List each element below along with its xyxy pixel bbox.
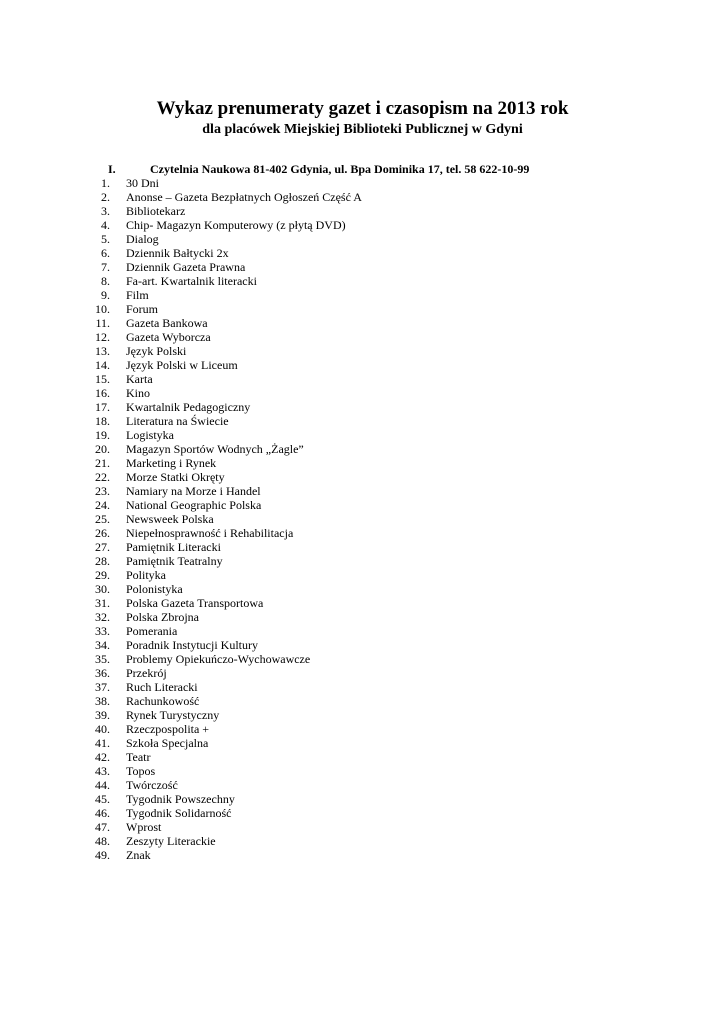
list-item-title: Dziennik Bałtycki 2x	[126, 246, 229, 260]
list-item-number: 26.	[95, 526, 110, 540]
list-item	[0, 204, 725, 218]
document-title: Wykaz prenumeraty gazet i czasopism na 2013 rok	[156, 98, 569, 119]
list-item	[0, 498, 725, 512]
list-item-number: 8.	[101, 274, 110, 288]
list-item	[0, 218, 725, 232]
list-item-title: Namiary na Morze i Handel	[126, 484, 261, 498]
list-item-title: Fa-art. Kwartalnik literacki	[126, 274, 257, 288]
list-item	[0, 820, 725, 834]
list-item-number: 19.	[95, 428, 110, 442]
list-item	[0, 428, 725, 442]
list-item-title: Szkoła Specjalna	[126, 736, 209, 750]
list-item-title: National Geographic Polska	[126, 498, 262, 512]
list-item	[0, 764, 725, 778]
list-item	[0, 288, 725, 302]
list-item-number: 33.	[95, 624, 110, 638]
list-item-title: Polska Zbrojna	[126, 610, 199, 624]
list-item-number: 11.	[95, 316, 110, 330]
list-item-number: 5.	[101, 232, 110, 246]
list-item-title: Bibliotekarz	[126, 204, 186, 218]
list-item-number: 43.	[95, 764, 110, 778]
list-item-number: 35.	[95, 652, 110, 666]
list-item	[0, 708, 725, 722]
list-item-title: Problemy Opiekuńczo-Wychowawcze	[126, 652, 311, 666]
list-item-number: 2.	[101, 190, 110, 204]
list-item	[0, 442, 725, 456]
list-item	[0, 344, 725, 358]
list-item	[0, 372, 725, 386]
list-item	[0, 330, 725, 344]
list-item-title: Twórczość	[126, 778, 178, 792]
list-item	[0, 680, 725, 694]
list-item-title: Kwartalnik Pedagogiczny	[126, 400, 251, 414]
list-item	[0, 582, 725, 596]
list-item-number: 39.	[95, 708, 110, 722]
document-subtitle: dla placówek Miejskiej Biblioteki Publicznej w Gdyni	[202, 122, 523, 137]
list-item-number: 45.	[95, 792, 110, 806]
list-item-title: Dialog	[126, 232, 159, 246]
list-item	[0, 834, 725, 848]
list-item-title: Anonse – Gazeta Bezpłatnych Ogłoszeń Część A	[126, 190, 362, 204]
list-item-title: Język Polski w Liceum	[126, 358, 238, 372]
list-item-title: Magazyn Sportów Wodnych „Żagle”	[126, 442, 304, 456]
list-item-number: 18.	[95, 414, 110, 428]
list-item-number: 16.	[95, 386, 110, 400]
list-item	[0, 274, 725, 288]
list-item	[0, 652, 725, 666]
list-item-number: 37.	[95, 680, 110, 694]
list-item-number: 49.	[95, 848, 110, 862]
list-item	[0, 400, 725, 414]
list-item-title: Pamiętnik Literacki	[126, 540, 221, 554]
list-item-number: 9.	[101, 288, 110, 302]
list-item	[0, 750, 725, 764]
list-item-number: 32.	[95, 610, 110, 624]
list-item-number: 47.	[95, 820, 110, 834]
list-item-number: 27.	[95, 540, 110, 554]
list-item-number: 14.	[95, 358, 110, 372]
list-item	[0, 610, 725, 624]
list-item-number: 13.	[95, 344, 110, 358]
list-item-number: 42.	[95, 750, 110, 764]
list-item-number: 29.	[95, 568, 110, 582]
list-item-title: Tygodnik Solidarność	[126, 806, 232, 820]
list-item-number: 46.	[95, 806, 110, 820]
list-item	[0, 722, 725, 736]
list-item-title: Ruch Literacki	[126, 680, 198, 694]
list-item-number: 30.	[95, 582, 110, 596]
list-item	[0, 456, 725, 470]
list-item	[0, 736, 725, 750]
list-item-title: Topos	[126, 764, 156, 778]
list-item-title: Zeszyty Literackie	[126, 834, 216, 848]
list-item	[0, 414, 725, 428]
list-item-number: 44.	[95, 778, 110, 792]
list-item-number: 48.	[95, 834, 110, 848]
list-item-number: 21.	[95, 456, 110, 470]
list-item-title: Newsweek Polska	[126, 512, 214, 526]
list-item-number: 7.	[101, 260, 110, 274]
list-item-title: Kino	[126, 386, 150, 400]
list-item-number: 23.	[95, 484, 110, 498]
list-item-number: 25.	[95, 512, 110, 526]
list-item-title: Pomerania	[126, 624, 178, 638]
list-item	[0, 302, 725, 316]
list-item	[0, 568, 725, 582]
list-item	[0, 316, 725, 330]
list-item-title: Gazeta Wyborcza	[126, 330, 211, 344]
list-item	[0, 596, 725, 610]
list-item-title: Teatr	[126, 750, 151, 764]
list-item-title: Tygodnik Powszechny	[126, 792, 235, 806]
list-item	[0, 484, 725, 498]
list-item	[0, 624, 725, 638]
list-item-title: Poradnik Instytucji Kultury	[126, 638, 258, 652]
list-item-title: Gazeta Bankowa	[126, 316, 208, 330]
list-item	[0, 540, 725, 554]
list-item-number: 10.	[95, 302, 110, 316]
list-item	[0, 848, 725, 862]
list-item-title: Polska Gazeta Transportowa	[126, 596, 264, 610]
list-item-number: 6.	[101, 246, 110, 260]
list-item	[0, 190, 725, 204]
list-item	[0, 778, 725, 792]
list-item	[0, 526, 725, 540]
list-item-title: Dziennik Gazeta Prawna	[126, 260, 246, 274]
list-item-number: 28.	[95, 554, 110, 568]
list-item-number: 22.	[95, 470, 110, 484]
list-item-title: Polityka	[126, 568, 167, 582]
list-item-number: 4.	[101, 218, 110, 232]
list-item	[0, 246, 725, 260]
list-item	[0, 554, 725, 568]
list-item	[0, 806, 725, 820]
list-item-title: Rynek Turystyczny	[126, 708, 220, 722]
list-item	[0, 512, 725, 526]
list-item-title: Film	[126, 288, 149, 302]
list-item-title: Znak	[126, 848, 151, 862]
list-item	[0, 792, 725, 806]
list-item	[0, 666, 725, 680]
section-heading-text: Czytelnia Naukowa 81-402 Gdynia, ul. Bpa Dominika 17, tel. 58 622-10-99	[150, 162, 530, 176]
section-number: I.	[108, 162, 116, 176]
list-item	[0, 232, 725, 246]
list-item-title: Rachunkowość	[126, 694, 200, 708]
list-item	[0, 176, 725, 190]
list-item-number: 24.	[95, 498, 110, 512]
list-item-title: 30 Dni	[126, 176, 159, 190]
list-item-title: Forum	[126, 302, 159, 316]
list-item-number: 3.	[101, 204, 110, 218]
list-item-number: 15.	[95, 372, 110, 386]
list-item-title: Chip- Magazyn Komputerowy (z płytą DVD)	[126, 218, 346, 232]
list-item-title: Morze Statki Okręty	[126, 470, 225, 484]
list-item-title: Język Polski	[126, 344, 187, 358]
list-item-title: Niepełnosprawność i Rehabilitacja	[126, 526, 294, 540]
list-item	[0, 260, 725, 274]
list-item-title: Wprost	[126, 820, 162, 834]
list-item	[0, 470, 725, 484]
list-item-number: 40.	[95, 722, 110, 736]
list-item-number: 20.	[95, 442, 110, 456]
list-item-title: Logistyka	[126, 428, 174, 442]
list-item-title: Polonistyka	[126, 582, 183, 596]
list-item-number: 36.	[95, 666, 110, 680]
list-item-title: Pamiętnik Teatralny	[126, 554, 223, 568]
list-item-number: 34.	[95, 638, 110, 652]
list-item	[0, 358, 725, 372]
list-item-title: Przekrój	[126, 666, 167, 680]
section-heading	[0, 161, 725, 177]
list-item-number: 31.	[95, 596, 110, 610]
list-item-number: 17.	[95, 400, 110, 414]
list-item	[0, 638, 725, 652]
list-item-number: 38.	[95, 694, 110, 708]
list-item-title: Rzeczpospolita +	[126, 722, 210, 736]
list-item-title: Karta	[126, 372, 153, 386]
periodicals-list	[0, 176, 725, 862]
list-item-number: 1.	[101, 176, 110, 190]
list-item	[0, 694, 725, 708]
list-item-number: 41.	[95, 736, 110, 750]
list-item	[0, 386, 725, 400]
list-item-title: Marketing i Rynek	[126, 456, 217, 470]
list-item-number: 12.	[95, 330, 110, 344]
list-item-title: Literatura na Świecie	[126, 414, 229, 428]
